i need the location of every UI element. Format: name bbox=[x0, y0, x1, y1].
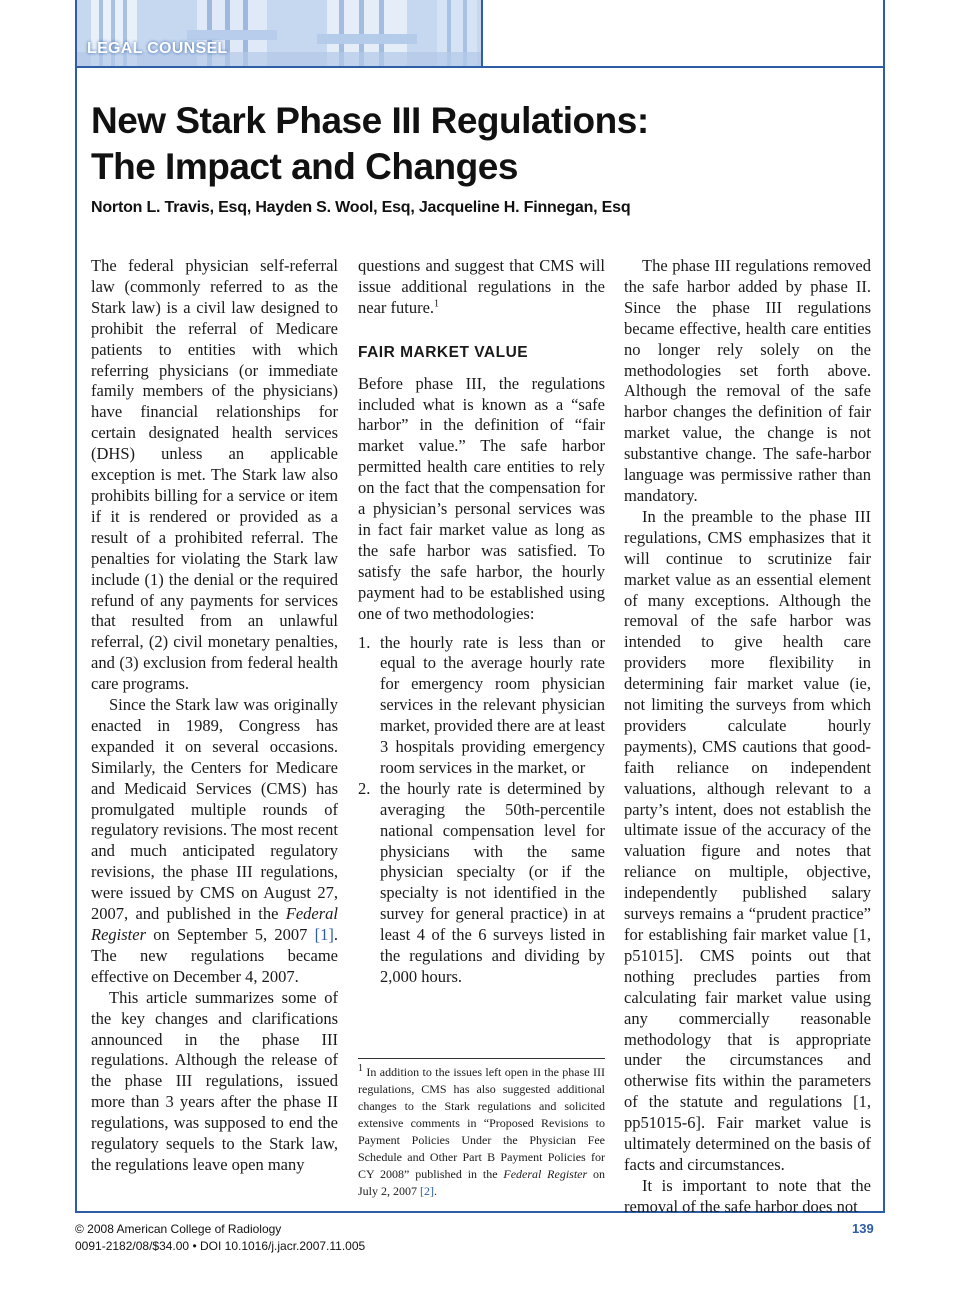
text-column-3 bbox=[624, 256, 871, 1218]
paragraph-intro: The federal physician self-referral law (commonly referred to as the Stark law) is a civil law designed to prohibit the referral of Medicare patients to entities with which referring physicians (or immediate family members of the physicians) have financial relationships for certain designated health services (DHS) unless an applicable exception is met. The Stark law also prohibits billing for a service or item if it is rendered or provided as a result of a prohibited referral. The penalties for violating the Stark law include (1) the denial or the required refund of any payments for services that resulted from an unlawful referral, (2) civil monetary penalties, and (3) exclusion from federal health care programs. bbox=[91, 256, 338, 694]
text-column-1 bbox=[91, 256, 338, 1176]
paragraph-removal: The phase III regulations removed the safe harbor added by phase II. Since the phase III regulations became effective, health care entities no longer rely solely on the methodologies set forth above. Although the removal of the safe harbor changes the definition of fair market value, the change is not substantive change. The safe-harbor language was permissive rather than mandatory. bbox=[624, 256, 871, 505]
header-band bbox=[77, 0, 883, 68]
paragraph-questions: questions and suggest that CMS will issue additional regulations in the near future.$^1$ bbox=[358, 256, 605, 317]
footnote: $^1$ In addition to the issues left open in the phase III regulations, CMS has also suggested additional changes to the Stark regulations and solicited extensive comments in “Proposed Revisions to Payment Policies Under the Physician Fee Schedule and Other Part B Payment Policies for CY 2008” published in the Federal Register on July 2, 2007 [2]. bbox=[358, 1063, 606, 1198]
footnote-marker[interactable]: 1 bbox=[434, 298, 440, 310]
methodology-list bbox=[358, 633, 605, 988]
paragraph-safe-harbor: Before phase III, the regulations included what is known as a “safe harbor” in the definition of “fair market value.” The safe harbor permitted health care entities to rely on the fact that the compensation for a physician’s personal services was in fact fair market value as long as the safe harbor was satisfied. To satisfy the safe harbor, the hourly payment had to be established using one of two methodologies: bbox=[358, 373, 605, 623]
section-label: LEGAL COUNSEL bbox=[87, 40, 228, 57]
list-item: 1. the hourly rate is less than or equal to the average hourly rate for emergency room physician services in the relevant physician market, provided there are at least 3 hospitals providing emergency room services in the market, or bbox=[358, 632, 605, 777]
footnote-divider bbox=[358, 1058, 605, 1059]
paragraph-note: It is important to note that the removal of the safe harbor does not bbox=[624, 1175, 871, 1216]
text-column-2 bbox=[358, 256, 605, 988]
doi-line: 0091-2182/08/$34.00 • DOI 10.1016/j.jacr.2007.11.005 bbox=[75, 1239, 366, 1253]
title-line-1: New Stark Phase III Regulations: bbox=[91, 100, 649, 141]
list-item: 2. the hourly rate is determined by averaging the 50th-percentile national compensation level for physicians with the same physician specialty (or if the specialty is not identified in the survey for general practice) in at least 4 of the 6 surveys listed in the regulations and dividing by 2,000 hours. bbox=[358, 778, 605, 986]
author-list: Norton L. Travis, Esq, Hayden S. Wool, Esq, Jacqueline H. Finnegan, Esq bbox=[91, 199, 631, 216]
columns-banner-image bbox=[77, 0, 481, 66]
paragraph-history: Since the Stark law was originally enacted in 1989, Congress has expanded it on several occasions. Similarly, the Centers for Medicare and Medicaid Services (CMS) has promulgated multiple rounds of regulatory revisions. The most recent and much anticipated regulatory revisions, the phase III regulations, were issued by CMS on August 27, 2007, and published in the Federal Register on September 5, 2007 [1]. The new regulations became effective on December 4, 2007. bbox=[91, 695, 339, 986]
copyright-line: © 2008 American College of Radiology bbox=[75, 1222, 282, 1236]
page-number: 139 bbox=[852, 1221, 874, 1236]
footer-citation bbox=[75, 1221, 365, 1255]
paragraph-summary: This article summarizes some of the key changes and clarifications announced in the phase III regulations. Although the release of the phase III regulations, issued more than 3 years after the phase II regulations, was supposed to end the regulatory sequels to the Stark law, the regulations leave open many bbox=[91, 987, 338, 1174]
frame-left-rule bbox=[75, 0, 77, 1213]
title-line-2: The Impact and Changes bbox=[91, 146, 518, 187]
federal-register-italic: Federal Register bbox=[91, 904, 339, 944]
reference-link-2[interactable]: [2] bbox=[420, 1184, 435, 1198]
banner-divider bbox=[481, 0, 483, 66]
section-heading-fair-market-value: FAIR MARKET VALUE bbox=[358, 343, 529, 361]
reference-link-1[interactable]: [1] bbox=[314, 925, 334, 944]
paragraph-preamble: In the preamble to the phase III regulations, CMS emphasizes that it will continue to scrutinize fair market value as an essential element of many exceptions. Although the removal of the safe harbor was intended to give health care providers more flexibility in determining fair market value (ie, not limiting the surveys from which providers calculate hourly payments), CMS cautions that good-faith reliance on independent valuations, although relevant to a party’s intent, does not establish the ultimate issue of the accuracy of the valuation figure and notes that reliance on multiple, objective, independently published salary surveys remains a “prudent practice” for establishing fair market value [1, p51015]. CMS points out that nothing precludes parties from calculating fair market value using any commercially reasonable methodology that is appropriate under the circumstances and otherwise fits within the parameters of the statute and regulations [1, pp51015-6]. Fair market value is ultimately determined on the basis of facts and circumstances. bbox=[624, 506, 871, 1174]
frame-right-rule bbox=[883, 0, 885, 1213]
article-title bbox=[91, 98, 851, 190]
